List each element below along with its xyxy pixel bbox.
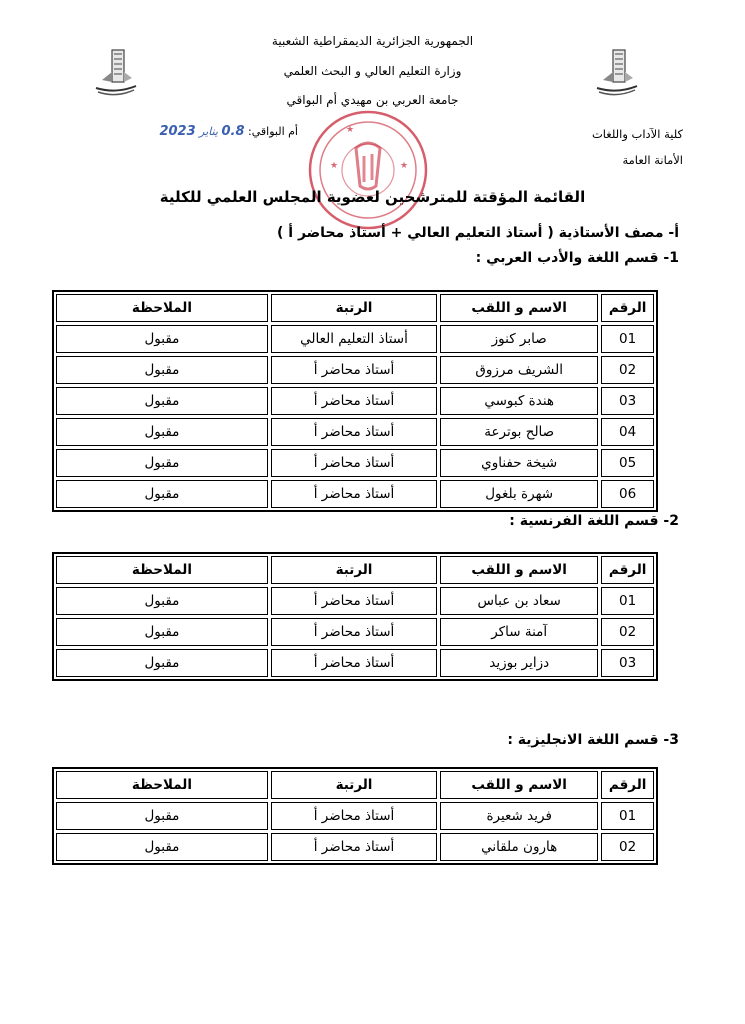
table-row: [56, 325, 654, 353]
cell-rank: أستاذ محاضر أ: [271, 802, 437, 830]
table-english: [52, 767, 658, 865]
cell-num: 01: [601, 802, 654, 830]
table-row: [56, 356, 654, 384]
cell-note: مقبول: [56, 587, 268, 615]
faculty-name: كلية الآداب واللغات: [591, 127, 683, 141]
cell-note: مقبول: [56, 802, 268, 830]
cell-rank: أستاذ محاضر أ: [271, 387, 437, 415]
cell-name: صابر كنوز: [440, 325, 598, 353]
svg-text:★: ★: [346, 125, 355, 135]
date-label: أم البواقي:: [248, 125, 298, 138]
col-header-note: الملاحظة: [56, 294, 268, 322]
cell-note: مقبول: [56, 618, 268, 646]
table-header-row: [56, 771, 654, 799]
col-header-rank: الرتبة: [271, 556, 437, 584]
cell-num: 04: [601, 418, 654, 446]
university-logo-right: [589, 42, 645, 98]
table-row: [56, 802, 654, 830]
cell-num: 03: [601, 387, 654, 415]
cell-note: مقبول: [56, 449, 268, 477]
date-year: 2023: [159, 124, 196, 139]
header-ministry: وزارة التعليم العالي و البحث العلمي: [283, 64, 462, 78]
header-university: جامعة العربي بن مهيدي أم البواقي: [286, 93, 459, 107]
table-row: [56, 480, 654, 508]
col-header-note: الملاحظة: [56, 771, 268, 799]
col-header-note: الملاحظة: [56, 556, 268, 584]
col-header-rank: الرتبة: [271, 294, 437, 322]
table-row: [56, 618, 654, 646]
table-header-row: [56, 556, 654, 584]
section-title-french: 2- قسم اللغة الفرنسية :: [509, 513, 679, 529]
cell-num: 01: [601, 587, 654, 615]
cell-rank: أستاذ محاضر أ: [271, 356, 437, 384]
table-row: [56, 387, 654, 415]
cell-rank: أستاذ التعليم العالي: [271, 325, 437, 353]
document-title: القائمة المؤقتة للمترشحين لعضوية المجلس العلمي للكلية: [159, 188, 586, 206]
cell-name: هارون ملقاني: [440, 833, 598, 861]
col-header-name: الاسم و اللقب: [440, 556, 598, 584]
cell-rank: أستاذ محاضر أ: [271, 618, 437, 646]
cell-note: مقبول: [56, 387, 268, 415]
date-day: 0.8: [221, 124, 245, 139]
col-header-num: الرقم: [601, 294, 654, 322]
cell-name: شيخة حفناوي: [440, 449, 598, 477]
cell-num: 02: [601, 356, 654, 384]
cell-name: الشريف مرزوق: [440, 356, 598, 384]
table-row: [56, 449, 654, 477]
cell-note: مقبول: [56, 418, 268, 446]
cell-rank: أستاذ محاضر أ: [271, 587, 437, 615]
table-arabic: [52, 290, 658, 512]
cell-note: مقبول: [56, 356, 268, 384]
col-header-num: الرقم: [601, 556, 654, 584]
cell-note: مقبول: [56, 325, 268, 353]
date-month: يناير: [199, 125, 218, 138]
header-republic: الجمهورية الجزائرية الديمقراطية الشعبية: [271, 34, 474, 48]
section-title-english: 3- قسم اللغة الانجليزية :: [507, 732, 679, 748]
cell-rank: أستاذ محاضر أ: [271, 449, 437, 477]
university-logo-left: [88, 42, 144, 98]
cell-num: 02: [601, 618, 654, 646]
col-header-name: الاسم و اللقب: [440, 294, 598, 322]
cell-rank: أستاذ محاضر أ: [271, 418, 437, 446]
col-header-num: الرقم: [601, 771, 654, 799]
table-header-row: [56, 294, 654, 322]
cell-name: صالح بوترعة: [440, 418, 598, 446]
cell-rank: أستاذ محاضر أ: [271, 480, 437, 508]
table-row: [56, 418, 654, 446]
cell-note: مقبول: [56, 649, 268, 677]
svg-text:★: ★: [330, 161, 339, 171]
cell-note: مقبول: [56, 833, 268, 861]
date-line: [128, 124, 298, 139]
table-row: [56, 649, 654, 677]
cell-note: مقبول: [56, 480, 268, 508]
cell-rank: أستاذ محاضر أ: [271, 649, 437, 677]
category-heading: أ- مصف الأستاذية ( أستاذ التعليم العالي + أستاذ محاضر أ ): [277, 225, 679, 241]
table-french: [52, 552, 658, 681]
svg-text:★: ★: [400, 161, 409, 171]
official-stamp: [306, 108, 430, 232]
cell-name: فريد شعيرة: [440, 802, 598, 830]
col-header-rank: الرتبة: [271, 771, 437, 799]
cell-num: 01: [601, 325, 654, 353]
table-row: [56, 587, 654, 615]
cell-name: دزاير بوزيد: [440, 649, 598, 677]
col-header-name: الاسم و اللقب: [440, 771, 598, 799]
cell-name: سعاد بن عباس: [440, 587, 598, 615]
cell-rank: أستاذ محاضر أ: [271, 833, 437, 861]
cell-num: 05: [601, 449, 654, 477]
cell-num: 02: [601, 833, 654, 861]
cell-name: آمنة ساكر: [440, 618, 598, 646]
cell-num: 03: [601, 649, 654, 677]
general-secretariat: الأمانة العامة: [622, 153, 683, 167]
cell-name: شهرة بلغول: [440, 480, 598, 508]
cell-name: هندة كبوسي: [440, 387, 598, 415]
table-row: [56, 833, 654, 861]
cell-num: 06: [601, 480, 654, 508]
section-title-arabic: 1- قسم اللغة والأدب العربي :: [475, 250, 679, 266]
